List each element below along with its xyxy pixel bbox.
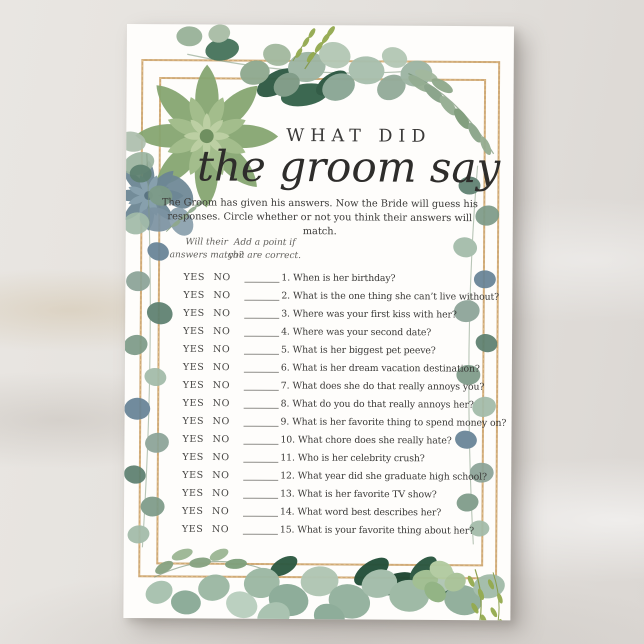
no-option[interactable]: NO [211,524,230,536]
question-label: Where was your first kiss with her? [292,308,457,321]
question-number: 2. [281,290,291,302]
question-row [125,358,512,378]
question-number: 3. [281,308,290,320]
answer-blank-line[interactable] [244,354,279,355]
question-label: What word best describes her? [297,506,442,519]
question-label: When is her birthday? [293,272,396,285]
yes-option[interactable]: YES [183,307,205,319]
answer-blank-line[interactable] [244,282,279,283]
question-number: 1. [281,272,291,284]
no-option[interactable]: NO [212,344,231,356]
answer-blank-line[interactable] [244,426,279,427]
yes-option[interactable]: YES [182,415,205,427]
question-text [281,416,507,428]
question-number: 6. [280,362,290,374]
question-text [281,398,474,410]
question-row [125,286,512,306]
answer-blank-line[interactable] [243,444,278,445]
answer-blank-line[interactable] [243,498,278,499]
answer-blank-line[interactable] [243,480,278,481]
question-label: What year did she graduate high school? [297,470,487,483]
question-text [280,488,437,500]
answer-blank-line[interactable] [244,336,279,337]
no-option[interactable]: NO [212,434,230,446]
question-number: 13. [280,488,295,500]
question-text [280,470,487,482]
yes-option[interactable]: YES [182,451,204,463]
answer-blank-line[interactable] [243,462,278,463]
question-text [280,452,424,464]
yes-option[interactable]: YES [182,343,205,355]
yes-option[interactable]: YES [182,469,204,481]
instructions [150,196,490,240]
question-label: What is her favorite thing to spend money on? [292,416,507,429]
question-row [124,520,511,540]
no-option[interactable]: NO [212,416,230,428]
no-option[interactable]: NO [212,398,231,410]
column-header-match-line2: answers match? [169,250,244,261]
question-label: What does she do that really annoys you? [292,380,485,393]
yes-option[interactable]: YES [182,397,205,409]
no-option[interactable]: NO [213,290,231,302]
question-text [280,506,441,518]
yes-option[interactable]: YES [182,433,205,445]
card-content [123,24,514,620]
question-text [281,326,431,338]
column-header-point-line1: Add a point if [233,237,296,249]
instructions-line1: The Groom has given his answers. Now the Bride will guess his [161,197,478,211]
question-row [125,340,512,360]
question-text [280,524,474,536]
answer-blank-line[interactable] [243,516,278,517]
question-row [124,466,511,486]
yes-option[interactable]: YES [183,289,205,301]
question-label: What do you do that really annoys her? [292,398,474,411]
question-text [281,308,457,320]
question-text [281,290,499,302]
question-label: What is her biggest pet peeve? [292,344,436,357]
question-label: Where was your second date? [292,326,432,339]
question-label: What is the one thing she can’t live without? [292,290,500,303]
question-text [281,344,436,356]
no-option[interactable]: NO [213,326,231,338]
question-row [125,412,512,432]
question-row [125,304,512,324]
question-row [125,322,512,342]
yes-option[interactable]: YES [182,487,204,499]
question-number: 12. [280,470,295,482]
question-label: What is her favorite TV show? [297,488,437,501]
no-option[interactable]: NO [212,452,230,464]
no-option[interactable]: NO [213,308,231,320]
column-header-point [226,237,304,264]
question-number: 8. [280,398,290,410]
question-label: What is her dream vacation destination? [292,362,480,375]
question-row [125,376,512,396]
column-header-match-line1: Will their [185,237,228,248]
question-label: Who is her celebrity crush? [297,452,425,465]
question-number: 5. [280,344,290,356]
column-header-point-line2: you are correct. [228,250,302,262]
yes-option[interactable]: YES [181,523,204,535]
question-label: What chore does she really hate? [297,434,452,447]
yes-option[interactable]: YES [181,505,204,517]
question-number: 10. [280,434,295,446]
answer-blank-line[interactable] [244,318,279,319]
answer-blank-line[interactable] [244,390,279,391]
instructions-line2: responses. Circle whether or not you think their answers will match. [167,211,473,238]
page-title: WHAT DID [286,125,432,147]
yes-option[interactable]: YES [182,361,205,373]
question-row [124,502,511,522]
game-card [123,24,514,620]
question-text [281,272,395,284]
page-title-script: the groom say [196,141,501,193]
no-option[interactable]: NO [213,272,231,284]
answer-blank-line[interactable] [244,372,279,373]
question-number: 14. [279,506,295,518]
question-text [280,434,451,446]
question-row [124,448,511,468]
no-option[interactable]: NO [212,380,231,392]
question-number: 15. [279,524,295,536]
question-row [125,268,512,288]
no-option[interactable]: NO [212,470,230,482]
yes-option[interactable]: YES [183,325,205,337]
answer-blank-line[interactable] [244,300,279,301]
question-text [281,380,485,392]
question-number: 11. [280,452,295,464]
question-list [124,268,513,540]
yes-option[interactable]: YES [182,379,205,391]
answer-blank-line[interactable] [243,534,278,535]
question-number: 4. [281,326,290,338]
question-row [124,484,511,504]
no-option[interactable]: NO [212,488,230,500]
question-number: 7. [280,380,290,392]
question-row [124,430,511,450]
no-option[interactable]: NO [211,506,230,518]
yes-option[interactable]: YES [183,271,206,283]
question-label: What is your favorite thing about her? [297,524,475,537]
question-text [281,362,480,374]
answer-blank-line[interactable] [244,408,279,409]
question-number: 9. [280,416,290,428]
no-option[interactable]: NO [212,362,231,374]
question-row [125,394,512,414]
